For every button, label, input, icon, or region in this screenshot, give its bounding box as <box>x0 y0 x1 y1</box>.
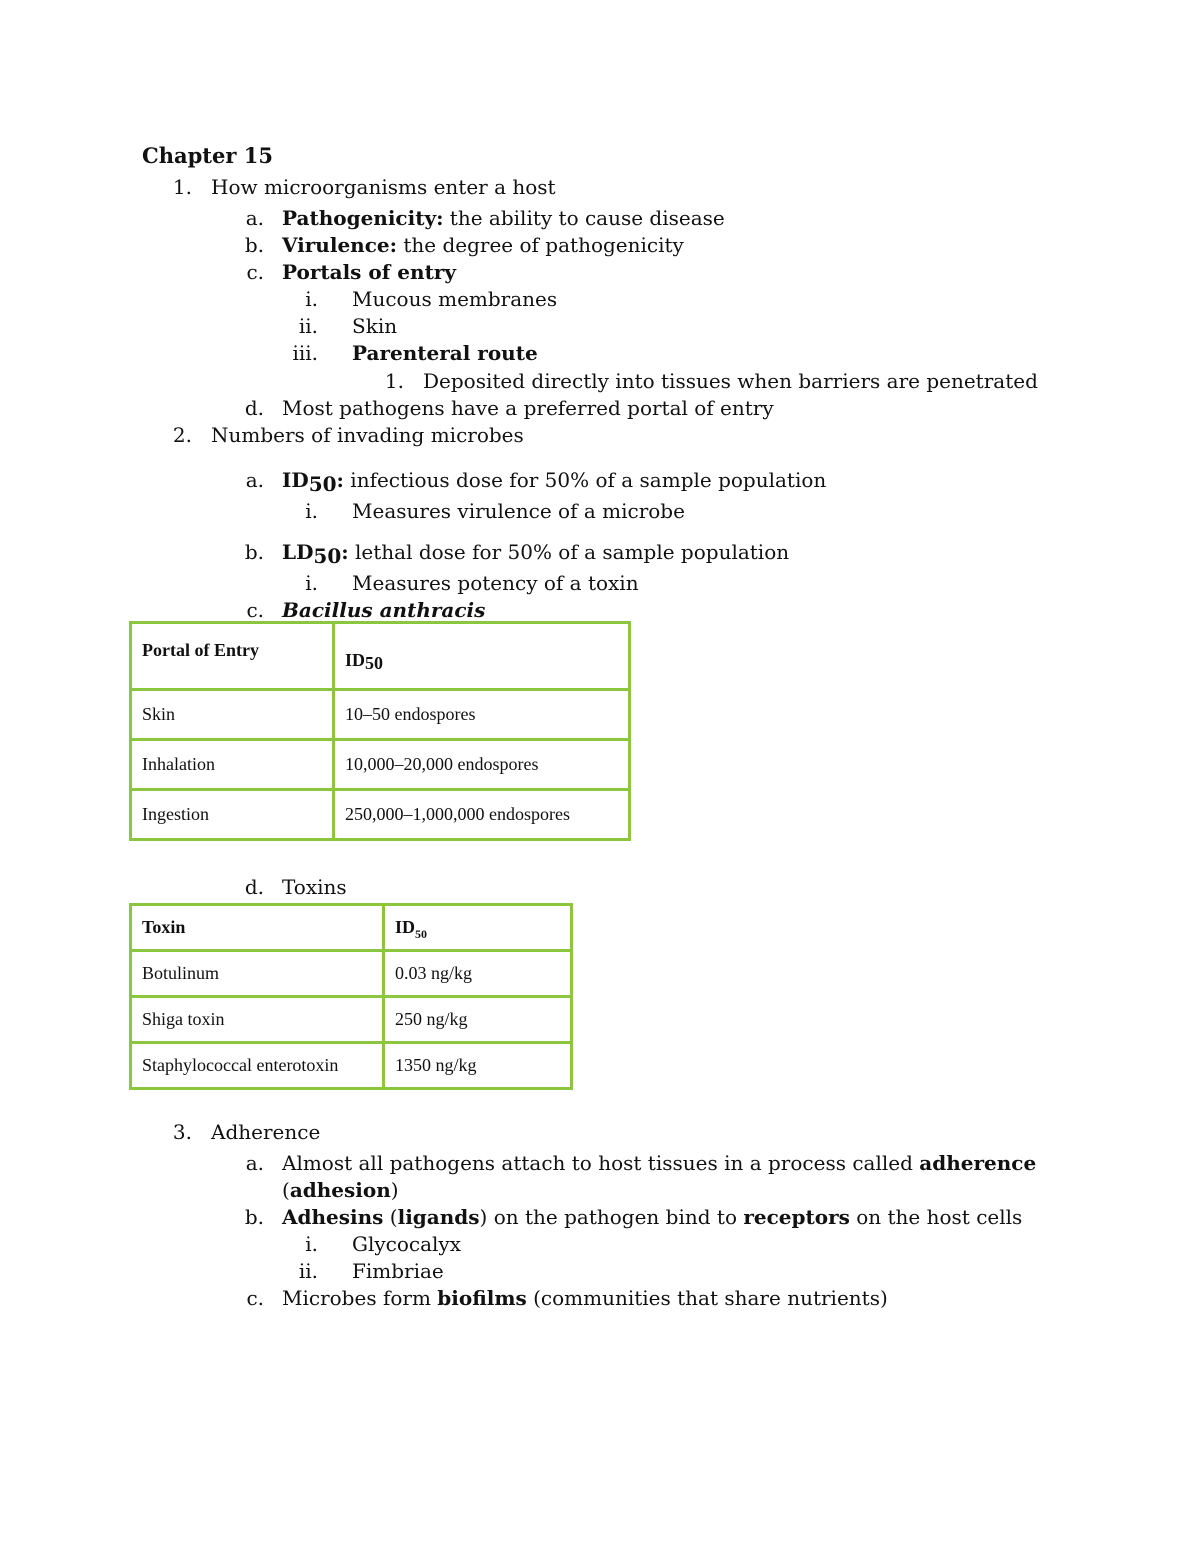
table-header-cell <box>334 623 630 690</box>
subscript: 50 <box>365 652 384 673</box>
header-text: ID <box>345 649 366 670</box>
term: Pathogenicity: <box>282 206 444 230</box>
anthracis-table <box>129 621 631 841</box>
table-header-row <box>131 905 572 951</box>
list-marker: i. <box>305 1232 318 1256</box>
table-row <box>131 690 630 740</box>
term: adhesion <box>289 1178 391 1202</box>
text-run: ( <box>282 1178 290 1202</box>
table-header-cell: Portal of Entry <box>131 623 334 690</box>
list-marker: a. <box>245 206 264 230</box>
list-marker: i. <box>305 287 318 311</box>
list-marker: ii. <box>298 314 318 338</box>
text-run: ) on the pathogen bind to <box>479 1205 744 1229</box>
list-marker: b. <box>244 540 264 564</box>
list-text: Glycocalyx <box>352 1232 462 1256</box>
table-cell: 250 ng/kg <box>384 997 572 1043</box>
list-text: Adherence <box>211 1120 321 1144</box>
list-text <box>282 539 790 568</box>
list-text: How microorganisms enter a host <box>211 175 556 199</box>
list-text <box>282 205 725 231</box>
list-text <box>282 1150 1036 1176</box>
table-cell: 10,000–20,000 endospores <box>334 740 630 790</box>
list-text <box>282 232 684 258</box>
list-text: Numbers of invading microbes <box>211 423 524 447</box>
list-text: Fimbriae <box>352 1259 444 1283</box>
text-run: Microbes form <box>282 1286 438 1310</box>
term: Adhesins <box>282 1205 384 1229</box>
table-cell: Inhalation <box>131 740 334 790</box>
list-marker: iii. <box>292 341 318 365</box>
page-title: Chapter 15 <box>142 143 273 168</box>
term: LD <box>282 540 314 564</box>
table-row <box>131 740 630 790</box>
list-marker: 1. <box>384 369 404 393</box>
table-header-row <box>131 623 630 690</box>
definition: the degree of pathogenicity <box>397 233 684 257</box>
list-marker: ii. <box>298 1259 318 1283</box>
list-marker: d. <box>244 875 264 899</box>
list-text <box>282 1177 399 1203</box>
term-colon: : <box>341 540 349 564</box>
list-marker: c. <box>246 260 264 284</box>
table-cell: 10–50 endospores <box>334 690 630 740</box>
text-run: on the host cells <box>849 1205 1023 1229</box>
list-text <box>282 1204 1022 1230</box>
table-row <box>131 1043 572 1089</box>
text-run: (communities that share nutrients) <box>526 1286 888 1310</box>
text-run: Almost all pathogens attach to host tissues in a process called <box>282 1151 920 1175</box>
list-text: Measures virulence of a microbe <box>352 499 685 523</box>
subscript: 50 <box>415 927 428 941</box>
table-cell: Ingestion <box>131 790 334 840</box>
table-row <box>131 790 630 840</box>
table-row <box>131 997 572 1043</box>
toxins-table <box>129 903 573 1090</box>
list-text: Mucous membranes <box>352 287 558 311</box>
definition: the ability to cause disease <box>443 206 725 230</box>
list-marker: a. <box>245 468 264 492</box>
list-marker: a. <box>245 1151 264 1175</box>
table-cell: 0.03 ng/kg <box>384 951 572 997</box>
list-marker: b. <box>244 1205 264 1229</box>
list-text: Portals of entry <box>282 260 456 284</box>
list-marker: d. <box>244 396 264 420</box>
term: biofilms <box>437 1286 527 1310</box>
list-number: 1. <box>172 175 192 199</box>
subscript: 50 <box>308 472 337 496</box>
table-header-cell: Toxin <box>131 905 384 951</box>
table-row <box>131 951 572 997</box>
list-text <box>282 467 827 496</box>
list-text: Toxins <box>282 875 347 899</box>
list-text <box>282 1285 888 1311</box>
term: Virulence: <box>282 233 397 257</box>
table-header-cell <box>384 905 572 951</box>
term-colon: : <box>336 468 344 492</box>
text-run: ( <box>383 1205 398 1229</box>
list-marker: c. <box>246 598 264 622</box>
list-text: Deposited directly into tissues when barriers are penetrated <box>423 369 1038 393</box>
list-number: 2. <box>172 423 192 447</box>
list-marker: c. <box>246 1286 264 1310</box>
list-marker: b. <box>244 233 264 257</box>
text-run: ) <box>390 1178 399 1202</box>
header-text: ID <box>395 917 416 937</box>
table-cell: Shiga toxin <box>131 997 384 1043</box>
table-cell: 250,000–1,000,000 endospores <box>334 790 630 840</box>
term: ligands <box>397 1205 480 1229</box>
table-cell: Staphylococcal enterotoxin <box>131 1043 384 1089</box>
list-number: 3. <box>172 1120 192 1144</box>
term: adherence <box>919 1151 1037 1175</box>
list-marker: i. <box>305 571 318 595</box>
list-text: Parenteral route <box>352 341 538 365</box>
list-text: Measures potency of a toxin <box>352 571 639 595</box>
term: receptors <box>743 1205 850 1229</box>
definition: lethal dose for 50% of a sample population <box>348 540 790 564</box>
term: ID <box>282 468 309 492</box>
table-cell: Skin <box>131 690 334 740</box>
list-text: Bacillus anthracis <box>282 598 486 622</box>
table-cell: Botulinum <box>131 951 384 997</box>
subscript: 50 <box>313 544 342 568</box>
definition: infectious dose for 50% of a sample population <box>343 468 827 492</box>
list-text: Skin <box>352 314 398 338</box>
list-marker: i. <box>305 499 318 523</box>
list-text: Most pathogens have a preferred portal of entry <box>282 396 774 420</box>
table-cell: 1350 ng/kg <box>384 1043 572 1089</box>
